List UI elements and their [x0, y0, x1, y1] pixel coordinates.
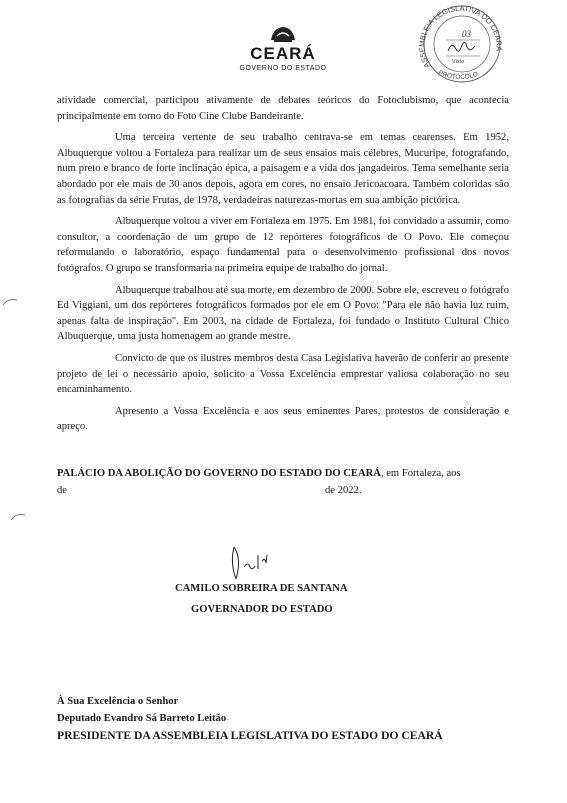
- palace-name: PALÁCIO DA ABOLIÇÃO DO GOVERNO DO ESTADO DO CEARÁ: [57, 468, 381, 479]
- body-paragraph: Albuquerque trabalhou até sua morte, em dezembro de 2000. Sobre ele, escreveu o fotógrafo Ed Viggiani, um dos repórteres fotográficos formados por ele em O Povo: "Para ele não havia luz ruim, apenas falta de inspiração". Em 2003, na cidade de Fortaleza, foi fundado o Instituto Cultural Chico Albuquerque, uma justa homenagem ao grande mestre.: [57, 284, 509, 343]
- body-paragraph: Albuquerque voltou a viver em Fortaleza em 1975. Em 1981, foi convidado a assumir, como consultor, a coordenação de um grupo de 12 repórteres fotográficos de O Povo. Ele começou reformulando o laboratório, espaço fundamental para o desenvolvimento profissional dos novos fotógrafos. O grupo se transformaria na primeira equipe de trabalho do jornal.: [57, 216, 509, 274]
- margin-mark: [2, 297, 18, 307]
- stamp-initials: [448, 42, 475, 51]
- margin-mark: [10, 512, 26, 522]
- signatory-name: CAMILO SOBREIRA DE SANTANA: [175, 583, 348, 594]
- protocol-stamp: [408, 4, 508, 84]
- stamp-visto-label: Visto: [452, 59, 465, 65]
- body-paragraph: Uma terceira vertente de seu trabalho centrava-se em temas cearenses. Em 1952, Albuquerque voltou a Fortaleza para realizar um de seus ensaios mais célebres, Mucuripe, fotografando, num preto e branco de forte inclinação épica, a paisagem e a vida dos jangadeiros. Tema semelhante seria abordado por ele mais de 30 anos depois, agora em cores, no ensaio Jericoacoara. Também coloridas são as fotografias da série Frutas, de 1978, verdadeiras naturezas-mortas em sua ambição pictórica.: [57, 132, 509, 206]
- svg-text:PROTOCOLO: [437, 69, 479, 81]
- recipient-title: PRESIDENTE DA ASSEMBLEIA LEGISLATIVA DO ESTADO DO CEARÁ: [57, 729, 443, 742]
- ceara-government-logo: [228, 24, 338, 82]
- body-paragraph: atividade comercial, participou ativamente de debates teóricos do Fotoclubismo, que acontecia principalmente em torno do Foto Cine Clube Bandeirante.: [57, 95, 509, 122]
- date-prefix: de: [57, 485, 67, 496]
- state-crest-icon: [268, 24, 298, 44]
- date-year: de 2022.: [325, 485, 362, 496]
- recipient-name: Deputado Evandro Sá Barreto Leitão: [57, 713, 227, 724]
- government-label: GOVERNO DO ESTADO: [239, 65, 327, 72]
- signatory-block: [175, 578, 348, 620]
- stamp-ring-text: ASSEMBLEIA LEGISLATIVA DO CEARÁ: [417, 4, 504, 70]
- body-paragraph: Apresento a Vossa Excelência e aos seus eminentes Pares, protestos de consideração e apreço.: [57, 405, 509, 433]
- recipient-salutation: À Sua Excelência o Senhor: [57, 696, 179, 707]
- date-line: [57, 482, 509, 499]
- place-rest: , em Fortaleza, aos: [380, 468, 461, 479]
- signatory-title: GOVERNADOR DO ESTADO: [191, 604, 333, 615]
- recipient-block: [57, 693, 443, 744]
- place-line: [57, 465, 509, 482]
- closing-block: [57, 465, 509, 499]
- body-paragraph: Convicto de que os ilustres membros desta Casa Legislativa haverão de conferir ao presente projeto de lei o necessário apoio, solicito a Vossa Excelência emprestar valiosa colaboração no seu encaminhamento.: [57, 352, 509, 396]
- state-name: CEARÁ: [250, 44, 316, 63]
- letter-body: [57, 93, 509, 441]
- stamp-number: 03: [462, 29, 471, 39]
- stamp-protocol-text: PROTOCOLO: [437, 69, 479, 82]
